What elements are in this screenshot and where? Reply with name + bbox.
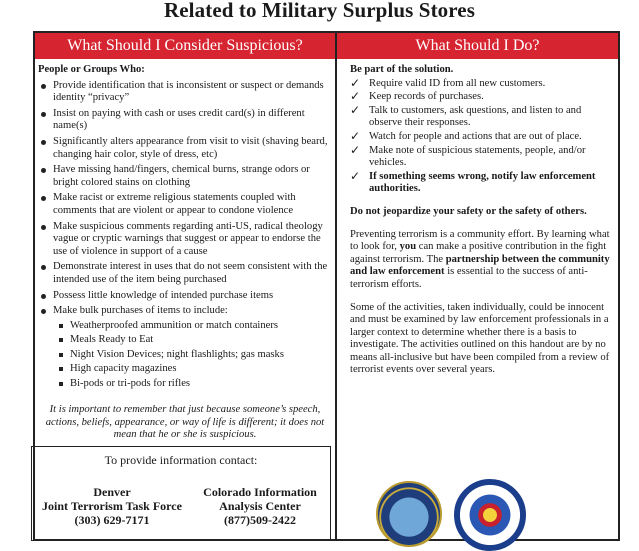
jttf-phone: (303) 629-7171 <box>74 513 150 527</box>
sub-list-item: Weatherproofed ammunition or match containers <box>53 320 332 333</box>
list-item: Demonstrate interest in uses that do not seem consistent with the intended use of the item being purchased <box>38 261 332 286</box>
list-item: Provide identification that is inconsistent or suspect or demands identity “privacy” <box>38 80 332 105</box>
checklist-item: ✓ Talk to customers, ask questions, and listen to and observe their responses. <box>350 102 582 129</box>
checkmark-icon: ✓ <box>350 102 361 117</box>
sub-list-item: Night Vision Devices; night flashlights; gas masks <box>53 349 332 362</box>
checklist-item: ✓ Make note of suspicious statements, people, and/or vehicles. <box>350 142 586 169</box>
page-title: Related to Military Surplus Stores <box>164 0 475 22</box>
list-item <box>38 305 332 391</box>
sub-list-item: High capacity magazines <box>53 363 332 376</box>
list-item: Possess little knowledge of intended purchase items <box>38 290 332 303</box>
ciac-name-line1: Colorado Information <box>203 485 317 499</box>
prevention-paragraph: Preventing terrorism is a community effort. By learning what to look for, you can make a positive contribution in the fight against terrorism. The partnership between the community and law enforcement is essential to the success of anti-terrorism efforts. <box>350 228 610 290</box>
ciac-contact <box>190 485 330 527</box>
context-paragraph: Some of the activities, taken individually, could be innocent and must be examined by law enforcement professionals in a larger context to determine whether there is a basis to investigate. The activities outlined on this handout are by no means all-inclusive but have been compiled from a review of terrorist events over several years. <box>350 301 610 376</box>
ciac-seal-icon <box>454 479 526 551</box>
list-item: Insist on paying with cash or uses credit card(s) in different name(s) <box>38 108 332 133</box>
checklist-item: ✓ Require valid ID from all new customers. <box>350 75 546 90</box>
checkmark-icon: ✓ <box>350 142 361 157</box>
disclaimer-note: It is important to remember that just because someone’s speech, actions, beliefs, appearance, or way of life is different; it does not mean that he or she is suspicious. <box>45 404 325 441</box>
checkmark-icon: ✓ <box>350 128 361 143</box>
jttf-contact <box>34 485 190 527</box>
checkmark-icon: ✓ <box>350 168 361 183</box>
ciac-phone: (877)509-2422 <box>224 513 296 527</box>
solution-lead: Be part of the solution. <box>350 64 454 75</box>
checkmark-icon: ✓ <box>350 89 361 104</box>
checkmark-icon: ✓ <box>350 75 361 90</box>
checklist-item: ✓ Watch for people and actions that are out of place. <box>350 128 582 143</box>
suspicious-header: What Should I Consider Suspicious? <box>35 33 335 59</box>
ciac-name-line2: Analysis Center <box>219 499 301 513</box>
jttf-name: Joint Terrorism Task Force <box>42 499 182 513</box>
list-item: Make racist or extreme religious statements coupled with comments that are violent or appear to condone violence <box>38 192 332 217</box>
people-groups-lead: People or Groups Who: <box>38 64 145 75</box>
what-to-do-column <box>350 64 612 377</box>
safety-warning: Do not jeopardize your safety or the safety of others. <box>350 205 587 217</box>
checklist-item: ✓ Keep records of purchases. <box>350 89 484 104</box>
jttf-city: Denver <box>93 485 131 499</box>
list-item: Significantly alters appearance from visit to visit (shaving beard, changing hair color, style of dress, etc) <box>38 136 332 161</box>
jttf-seal-icon <box>376 481 442 547</box>
list-item: Have missing hand/fingers, chemical burns, strange odors or bright colored stains on clothing <box>38 164 332 189</box>
sub-list-item: Meals Ready to Eat <box>53 334 332 347</box>
what-to-do-header: What Should I Do? <box>337 33 618 59</box>
column-divider <box>335 31 337 541</box>
sub-list-item: Bi-pods or tri-pods for rifles <box>53 378 332 391</box>
list-item: Make suspicious comments regarding anti-US, radical theology vague or cryptic warnings that suggest or appear to endorse the use of violence in support of a cause <box>38 221 332 259</box>
bulk-purchase-list <box>53 320 332 391</box>
bulk-purchase-label: Make bulk purchases of items to include: <box>53 305 228 317</box>
checklist-item: ✓ If something seems wrong, notify law enforcement authorities. <box>350 168 596 195</box>
suspicious-column <box>38 64 332 391</box>
action-checklist <box>350 75 612 196</box>
contact-heading: To provide information contact: <box>104 453 258 467</box>
suspicious-list <box>38 80 332 391</box>
